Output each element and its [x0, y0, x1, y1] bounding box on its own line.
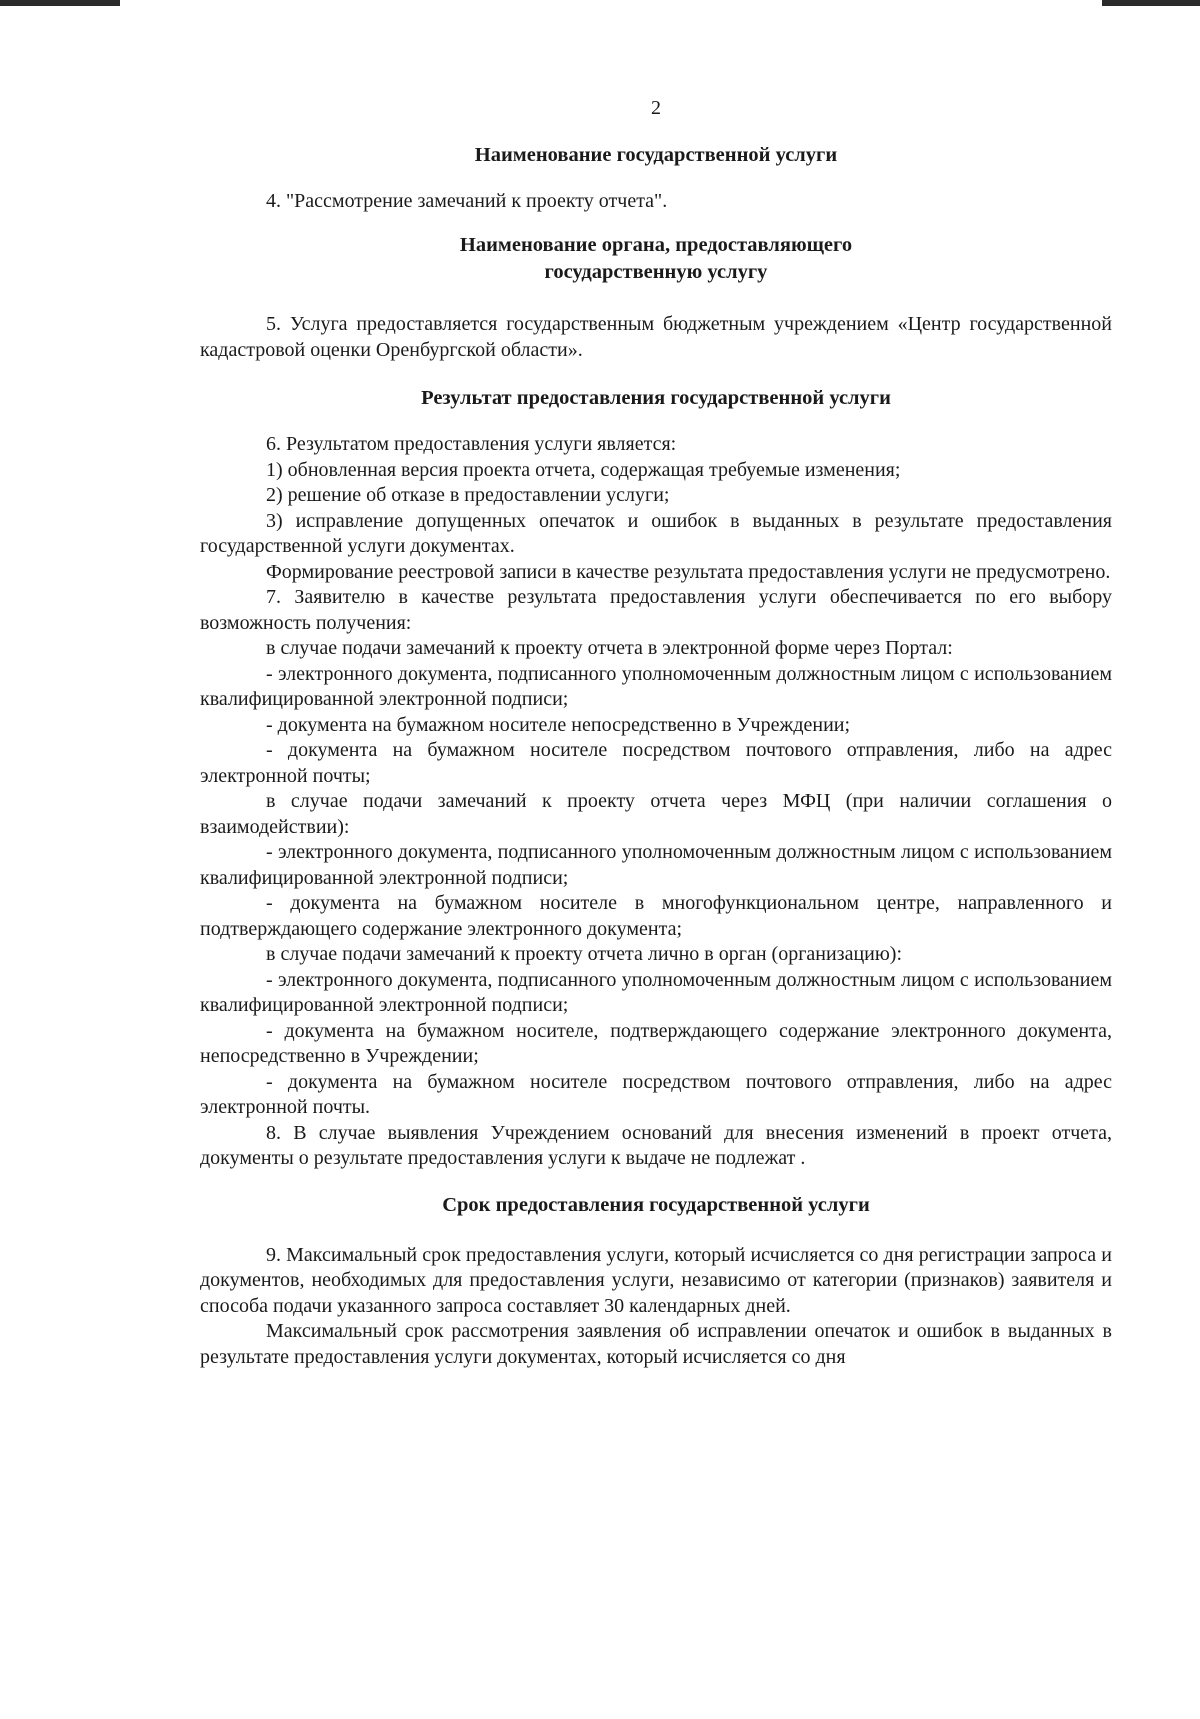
section-heading [200, 232, 1112, 286]
scan-edge-mark [0, 0, 120, 6]
section-heading: Срок предоставления государственной услуги [442, 1193, 870, 1216]
list-item: - документа на бумажном носителе посредством почтового отправления, либо на адрес электронной почты. [200, 1070, 1112, 1118]
scan-edge-mark [1102, 0, 1200, 6]
list-item: - электронного документа, подписанного уполномоченным должностным лицом с использованием квалифицированной электронной подписи; [200, 968, 1112, 1016]
list-item: 3) исправление допущенных опечаток и ошибок в выданных в результате предоставления государственной услуги документах. [200, 509, 1112, 557]
list-item: - электронного документа, подписанного уполномоченным должностным лицом с использованием квалифицированной электронной подписи; [200, 662, 1112, 710]
paragraph: 7. Заявителю в качестве результата предоставления услуги обеспечивается по его выбору возможность получения: [200, 586, 1112, 634]
paragraph: в случае подачи замечаний к проекту отчета в электронной форме через Портал: [266, 637, 953, 659]
paragraph: в случае подачи замечаний к проекту отчета через МФЦ (при наличии соглашения о взаимодействии): [200, 790, 1112, 838]
section-heading: Наименование государственной услуги [474, 143, 838, 166]
list-item: - электронного документа, подписанного уполномоченным должностным лицом с использованием квалифицированной электронной подписи; [200, 841, 1112, 889]
list-item: - документа на бумажном носителе, подтверждающего содержание электронного документа, непосредственно в Учреждении; [200, 1019, 1112, 1067]
paragraph: в случае подачи замечаний к проекту отчета лично в орган (организацию): [266, 943, 903, 965]
heading-line: Наименование органа, предоставляющего [459, 234, 853, 256]
document-body [200, 96, 1112, 1370]
list-item: - документа на бумажном носителе в многофункциональном центре, направленного и подтверждающего содержание электронного документа; [200, 892, 1112, 940]
list-item: - документа на бумажном носителе непосредственно в Учреждении; [266, 713, 851, 736]
page-number: 2 [651, 97, 661, 119]
paragraph: 4. "Рассмотрение замечаний к проекту отчета". [266, 189, 668, 212]
list-item: 1) обновленная версия проекта отчета, содержащая требуемые изменения; [266, 458, 901, 481]
section-heading: Результат предоставления государственной услуги [421, 387, 891, 409]
list-item: 2) решение об отказе в предоставлении услуги; [266, 484, 670, 506]
paragraph: Максимальный срок рассмотрения заявления об исправлении опечаток и ошибок в выданных в результате предоставления услуги документах, который исчисляется со дня [200, 1320, 1112, 1368]
heading-line: государственную услугу [544, 261, 768, 283]
paragraph: 9. Максимальный срок предоставления услуги, который исчисляется со дня регистрации запроса и документов, необходимых для предоставления услуги, независимо от категории (признаков) заявителя и способа подачи указанного запроса составляет 30 календарных дней. [200, 1243, 1112, 1317]
paragraph: Формирование реестровой записи в качестве результата предоставления услуги не предусмотрено. [266, 560, 1111, 583]
paragraph: 5. Услуга предоставляется государственным бюджетным учреждением «Центр государственной кадастровой оценки Оренбургской области». [200, 313, 1112, 361]
paragraph: 6. Результатом предоставления услуги является: [266, 433, 677, 455]
list-item: - документа на бумажном носителе посредством почтового отправления, либо на адрес электронной почты; [200, 739, 1112, 787]
paragraph: 8. В случае выявления Учреждением оснований для внесения изменений в проект отчета, документы о результате предоставления услуги к выдаче не подлежат . [200, 1121, 1112, 1169]
